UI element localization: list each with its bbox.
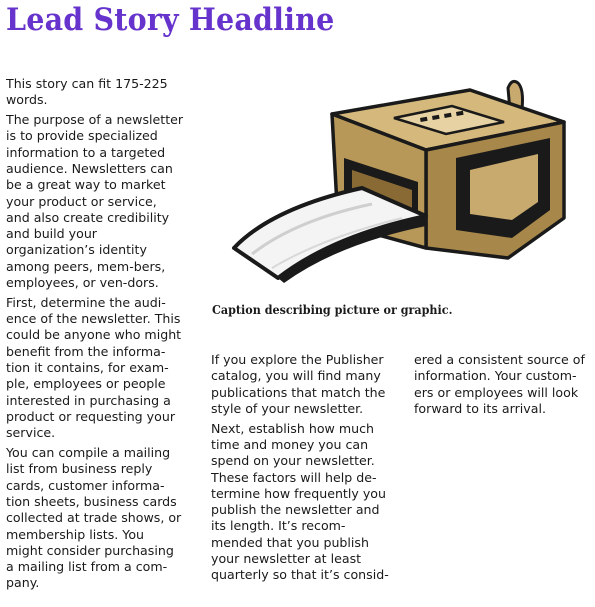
- story-paragraph: Next, establish how much time and money you can spend on your newsletter. These factors will help de-termine how frequently you publish the newsletter and its length. It’s recom-mended that you publish your newsletter at least quarterly so that it’s consid-: [211, 420, 389, 583]
- story-paragraph: ered a consistent source of information. Your custom-ers or employees will look forward to its arrival.: [414, 352, 585, 416]
- story-column-3: [414, 352, 592, 421]
- story-paragraph: You can compile a mailing list from business reply cards, customer informa-tion sheets, business cards collected at trade shows, or membership lists. You might consider purchasing a mailing list from a com-pany.: [6, 445, 182, 591]
- story-paragraph: If you explore the Publisher catalog, you will find many publications that match the style of your newsletter.: [211, 352, 386, 416]
- story-paragraph: First, determine the audi-ence of the newsletter. This could be anyone who might benefit from the informa-tion it contains, for exam-ple, employees or people interested in purchasing a product or requesting your service.: [6, 294, 182, 441]
- figure-caption: Caption describing picture or graphic.: [212, 302, 453, 317]
- story-column-1: [6, 76, 184, 595]
- lead-story-headline: Lead Story Headline: [6, 2, 335, 38]
- story-paragraph: This story can fit 175-225 words.: [6, 76, 168, 108]
- story-paragraph: The purpose of a newsletter is to provide specialized information to a targeted audience. Newsletters can be a great way to market your product or service, and also create credibility and build your organization’s identity among peers, mem-bers, employees, or ven-dors.: [6, 112, 184, 291]
- printer-illustration-icon: [212, 78, 590, 288]
- story-column-2: [211, 352, 391, 587]
